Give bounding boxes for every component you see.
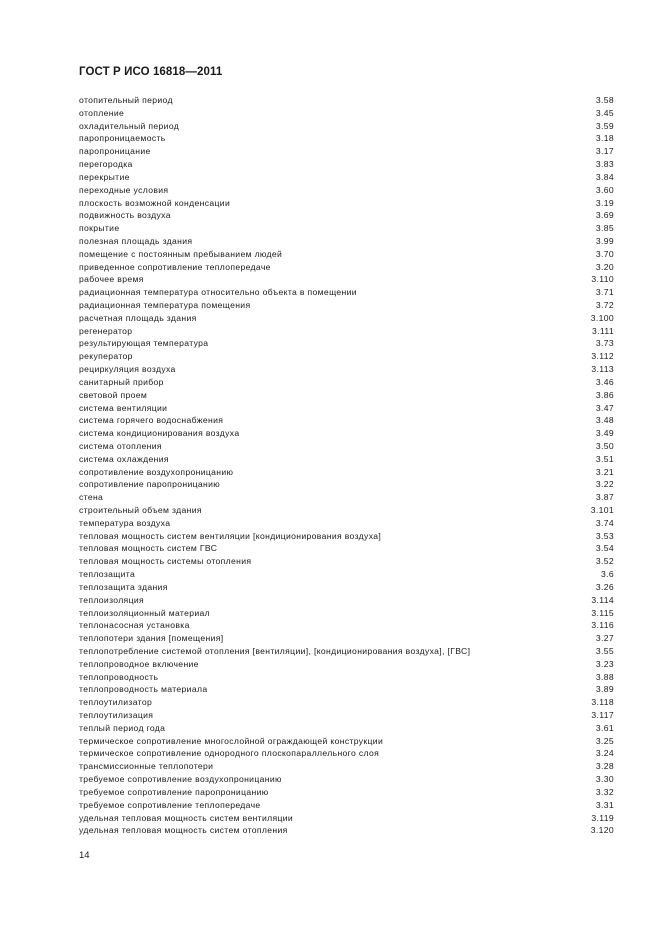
index-term: перекрытие: [79, 171, 130, 182]
index-term: полезная площадь здания: [79, 235, 193, 246]
index-entry: [79, 427, 614, 440]
index-term: теплопотребление системой отопления [вентиляции], [кондиционирования воздуха], [ГВС]: [79, 645, 471, 656]
index-entry: [79, 363, 614, 376]
index-term: теплозащита: [79, 569, 136, 580]
index-reference: 3.53: [595, 530, 614, 541]
index-reference: 3.71: [595, 287, 614, 298]
index-reference: 3.23: [595, 658, 614, 669]
index-reference: 3.101: [590, 505, 614, 515]
index-entry: [79, 478, 614, 491]
index-entry: [79, 145, 614, 158]
index-entry: [79, 325, 614, 338]
index-reference: 3.85: [595, 223, 614, 234]
index-reference: 3.118: [591, 697, 614, 708]
index-entry: [79, 350, 614, 363]
index-entry: [79, 389, 614, 402]
index-reference: 3.32: [595, 786, 614, 797]
index-term: удельная тепловая мощность систем отопления: [79, 825, 288, 836]
index-term: рекуператор: [79, 351, 133, 362]
index-reference: 3.86: [595, 389, 614, 400]
index-reference: 3.100: [590, 312, 614, 323]
index-entry: [79, 504, 614, 517]
index-entry: [79, 760, 614, 773]
index-reference: 3.87: [595, 492, 614, 503]
index-entry: [79, 158, 614, 171]
index-entry: [79, 594, 614, 607]
index-reference: 3.88: [595, 671, 614, 682]
index-reference: 3.114: [591, 594, 614, 605]
index-term: регенератор: [79, 325, 133, 336]
index-term: теплопроводность: [79, 671, 159, 682]
index-term: система вентиляции: [79, 402, 168, 413]
index-reference: 3.49: [595, 428, 614, 439]
index-entry: [79, 491, 614, 504]
index-reference: 3.51: [595, 453, 614, 464]
index-term: температура воздуха: [79, 517, 171, 528]
term-index-list: [79, 94, 614, 837]
index-reference: 3.47: [595, 402, 614, 413]
index-reference: 3.74: [595, 517, 614, 528]
index-term: покрытие: [79, 223, 120, 234]
index-term: расчетная площадь здания: [79, 312, 197, 323]
index-reference: 3.73: [595, 338, 614, 349]
index-entry: [79, 799, 614, 812]
index-reference: 3.28: [595, 761, 614, 772]
index-reference: 3.119: [591, 812, 614, 823]
index-entry: [79, 299, 614, 312]
index-term: санитарный прибор: [79, 376, 164, 387]
index-entry: [79, 402, 614, 415]
index-entry: [79, 107, 614, 120]
index-reference: 3.20: [595, 261, 614, 272]
index-term: теплопотери здания [помещения]: [79, 633, 224, 644]
index-term: приведенное сопротивление теплопередаче: [79, 261, 271, 272]
index-reference: 3.111: [592, 325, 614, 336]
index-term: тепловая мощность систем вентиляции [кондиционирования воздуха]: [79, 530, 382, 541]
index-entry: [79, 607, 614, 620]
index-term: система горячего водоснабжения: [79, 415, 224, 426]
index-reference: 3.45: [595, 107, 614, 118]
index-entry: [79, 209, 614, 222]
index-entry: [79, 261, 614, 274]
index-reference: 3.116: [591, 620, 614, 631]
index-term: теплоизоляционный материал: [79, 607, 211, 618]
index-reference: 3.52: [595, 556, 614, 567]
index-reference: 3.46: [595, 376, 614, 387]
index-entry: [79, 376, 614, 389]
index-term: теплоутилизатор: [79, 697, 153, 708]
index-entry: [79, 453, 614, 466]
index-reference: 3.18: [595, 133, 614, 144]
index-reference: 3.99: [595, 235, 614, 246]
index-entry: [79, 466, 614, 479]
index-term: переходные условия: [79, 184, 169, 195]
index-term: требуемое сопротивление воздухопроницанию: [79, 774, 282, 785]
index-term: трансмиссионные теплопотери: [79, 761, 214, 772]
index-entry: [79, 171, 614, 184]
index-term: тепловая мощность систем ГВС: [79, 543, 218, 554]
index-entry: [79, 683, 614, 696]
index-entry: [79, 812, 614, 825]
index-term: сопротивление воздухопроницанию: [79, 466, 234, 477]
index-entry: [79, 517, 614, 530]
index-term: строительный объем здания: [79, 505, 202, 515]
index-reference: 3.31: [595, 799, 614, 810]
index-entry: [79, 94, 614, 107]
index-entry: [79, 530, 614, 543]
index-term: помещение с постоянным пребыванием людей: [79, 248, 283, 259]
index-term: радиационная температура помещения: [79, 300, 251, 310]
index-term: термическое сопротивление многослойной ограждающей конструкции: [79, 735, 384, 746]
index-entry: [79, 184, 614, 197]
index-term: радиационная температура относительно объекта в помещении: [79, 287, 357, 298]
index-entry: [79, 619, 614, 632]
index-reference: 3.25: [595, 735, 614, 746]
index-entry: [79, 747, 614, 760]
index-term: теплопроводность материала: [79, 684, 208, 695]
index-reference: 3.70: [595, 248, 614, 259]
index-term: световой проем: [79, 389, 148, 400]
index-reference: 3.72: [595, 300, 614, 310]
index-entry: [79, 337, 614, 350]
index-term: охладительный период: [79, 120, 180, 131]
index-entry: [79, 735, 614, 748]
index-entry: [79, 773, 614, 786]
index-reference: 3.22: [595, 479, 614, 490]
index-reference: 3.58: [595, 95, 614, 105]
index-reference: 3.60: [595, 184, 614, 195]
index-entry: [79, 273, 614, 286]
index-reference: 3.50: [595, 440, 614, 451]
index-reference: 3.6: [601, 569, 614, 580]
index-reference: 3.59: [595, 120, 614, 131]
index-reference: 3.112: [591, 351, 614, 362]
index-entry: [79, 286, 614, 299]
index-term: перегородка: [79, 159, 133, 170]
index-reference: 3.120: [590, 825, 614, 836]
index-entry: [79, 132, 614, 145]
document-header: ГОСТ Р ИСО 16818—2011: [79, 66, 223, 78]
index-reference: 3.55: [595, 645, 614, 656]
index-entry: [79, 824, 614, 837]
index-term: теплоутилизация: [79, 710, 154, 720]
index-entry: [79, 248, 614, 261]
index-term: система отопления: [79, 440, 162, 451]
index-term: термическое сопротивление однородного плоскопараллельного слоя: [79, 748, 380, 759]
index-term: рабочее время: [79, 274, 144, 285]
index-term: требуемое сопротивление теплопередаче: [79, 799, 261, 810]
index-reference: 3.19: [595, 197, 614, 208]
index-reference: 3.110: [591, 274, 614, 285]
index-entry: [79, 645, 614, 658]
index-entry: [79, 671, 614, 684]
index-entry: [79, 658, 614, 671]
index-term: теплопроводное включение: [79, 658, 199, 669]
index-reference: 3.117: [591, 710, 614, 720]
index-term: плоскость возможной конденсации: [79, 197, 231, 208]
index-term: результирующая температура: [79, 338, 209, 349]
index-entry: [79, 235, 614, 248]
index-entry: [79, 542, 614, 555]
index-entry: [79, 581, 614, 594]
index-term: система охлаждения: [79, 453, 169, 464]
index-term: паропроницание: [79, 146, 151, 157]
index-entry: [79, 555, 614, 568]
index-term: теплоизоляция: [79, 594, 144, 605]
index-entry: [79, 786, 614, 799]
index-term: система кондиционирования воздуха: [79, 428, 240, 439]
page-number: 14: [79, 850, 90, 861]
index-entry: [79, 696, 614, 709]
index-reference: 3.30: [595, 774, 614, 785]
index-entry: [79, 440, 614, 453]
index-term: тепловая мощность системы отопления: [79, 556, 252, 567]
index-entry: [79, 632, 614, 645]
index-term: теплозащита здания: [79, 581, 168, 592]
index-reference: 3.17: [595, 146, 614, 157]
index-reference: 3.48: [595, 415, 614, 426]
index-entry: [79, 568, 614, 581]
index-term: сопротивление паропроницанию: [79, 479, 221, 490]
index-reference: 3.83: [595, 159, 614, 170]
index-entry: [79, 709, 614, 722]
index-reference: 3.26: [595, 581, 614, 592]
index-reference: 3.113: [591, 364, 614, 375]
index-term: отопительный период: [79, 95, 173, 105]
index-term: удельная тепловая мощность систем вентиляции: [79, 812, 294, 823]
index-term: отопление: [79, 107, 125, 118]
index-term: требуемое сопротивление паропроницанию: [79, 786, 269, 797]
index-entry: [79, 197, 614, 210]
index-reference: 3.24: [595, 748, 614, 759]
index-term: подвижность воздуха: [79, 210, 171, 221]
index-term: рециркуляция воздуха: [79, 364, 176, 375]
index-term: паропроницаемость: [79, 133, 166, 144]
index-reference: 3.115: [591, 607, 614, 618]
index-reference: 3.54: [595, 543, 614, 554]
index-entry: [79, 222, 614, 235]
index-entry: [79, 120, 614, 133]
index-entry: [79, 722, 614, 735]
index-reference: 3.61: [595, 722, 614, 733]
index-term: теплонасосная установка: [79, 620, 190, 631]
index-entry: [79, 414, 614, 427]
index-term: теплый период года: [79, 722, 166, 733]
index-reference: 3.21: [595, 466, 614, 477]
index-entry: [79, 312, 614, 325]
index-reference: 3.84: [595, 171, 614, 182]
index-reference: 3.89: [595, 684, 614, 695]
index-reference: 3.27: [595, 633, 614, 644]
index-reference: 3.69: [595, 210, 614, 221]
index-term: стена: [79, 492, 104, 503]
